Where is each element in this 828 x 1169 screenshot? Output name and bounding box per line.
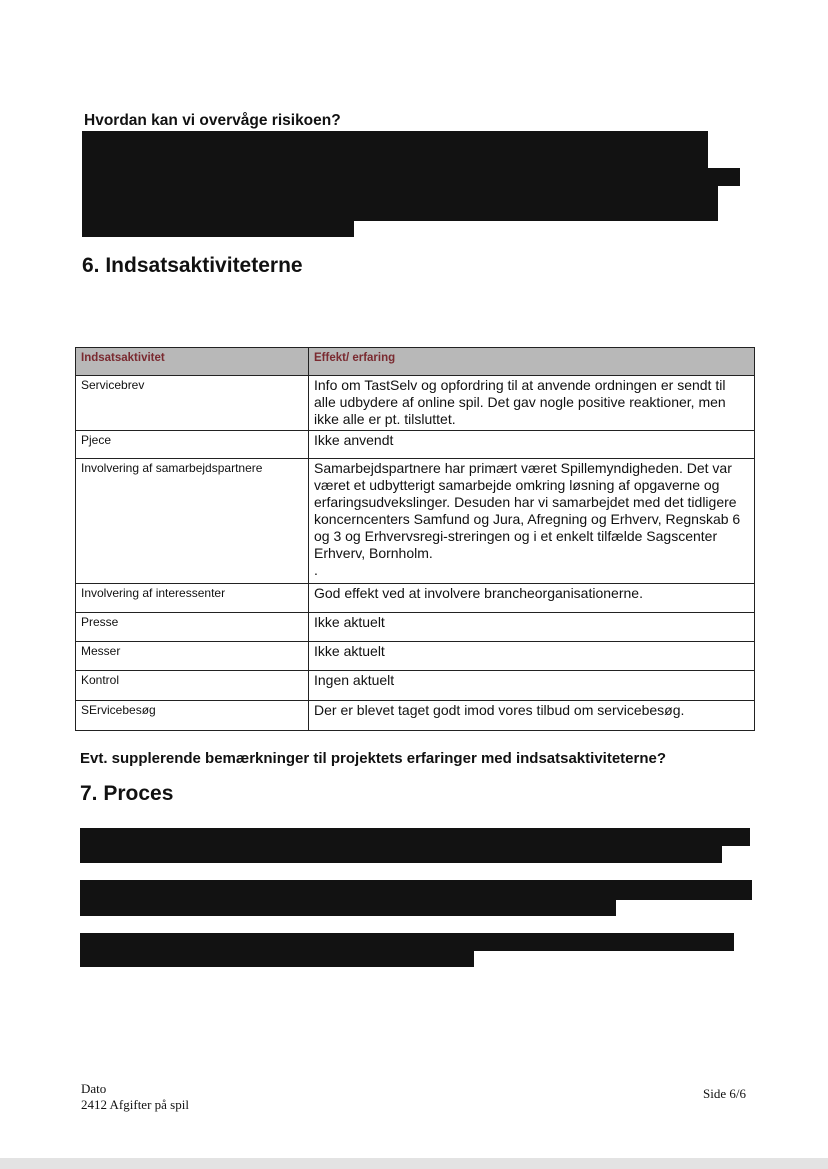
- redaction-block: [82, 185, 718, 221]
- section-6-title: 6. Indsatsaktiviteterne: [82, 254, 303, 277]
- redaction-block: [82, 220, 354, 237]
- effect-cell: Ikke anvendt: [309, 431, 755, 459]
- table-row: [76, 459, 755, 584]
- activities-table: [75, 347, 755, 731]
- activity-cell: Kontrol: [76, 671, 309, 701]
- activity-cell: Presse: [76, 613, 309, 642]
- footer-project-name: 2412 Afgifter på spil: [81, 1097, 189, 1112]
- effect-stray-period: .: [314, 562, 318, 578]
- redaction-block: [82, 131, 708, 169]
- activity-cell: SErvicebesøg: [76, 701, 309, 731]
- redaction-block: [80, 950, 474, 967]
- redaction-block: [80, 933, 734, 951]
- table-row: [76, 642, 755, 671]
- column-header-activity: Indsatsaktivitet: [76, 348, 309, 376]
- footer-date-label: Dato: [81, 1081, 107, 1096]
- effect-cell: God effekt ved at involvere brancheorganisationerne.: [309, 584, 755, 613]
- activity-cell: Involvering af samarbejdspartnere: [76, 459, 309, 584]
- effect-cell: Ikke aktuelt: [309, 613, 755, 642]
- effect-cell: Ikke aktuelt: [309, 642, 755, 671]
- scan-edge: [0, 1158, 828, 1169]
- table-row: [76, 584, 755, 613]
- supplement-heading: Evt. supplerende bemærkninger til projektets erfaringer med indsatsaktiviteterne?: [80, 750, 667, 767]
- activity-cell: Servicebrev: [76, 376, 309, 431]
- footer-left: [81, 1081, 189, 1113]
- redaction-block: [80, 880, 752, 900]
- redaction-block: [80, 899, 616, 916]
- footer-page-number: Side 6/6: [703, 1086, 746, 1101]
- table-row: [76, 376, 755, 431]
- redaction-block: [80, 845, 722, 863]
- activity-cell: Messer: [76, 642, 309, 671]
- activity-cell: Involvering af interessenter: [76, 584, 309, 613]
- table-row: [76, 613, 755, 642]
- section-7-title: 7. Proces: [80, 782, 174, 805]
- redaction-block: [80, 828, 750, 846]
- column-header-effect: Effekt/ erfaring: [309, 348, 755, 376]
- effect-cell: Der er blevet taget godt imod vores tilbud om servicebesøg.: [309, 701, 755, 731]
- table-row: [76, 431, 755, 459]
- table-header-row: [76, 348, 755, 376]
- table-row: [76, 671, 755, 701]
- effect-text: Samarbejdspartnere har primært været Spillemyndigheden. Det var været et udbytterigt samarbejde omkring løsning af opgaverne og erfaringsudvekslinger. Desuden har vi samarbejdet med det tidligere koncerncenters Samfund og Jura, Afregning og Erhverv, Regnskab 6 og 3 og Erhvervsregi-streringen og i et enkelt tilfælde Sagscenter Erhverv, Bornholm.: [314, 460, 741, 561]
- table-row: [76, 701, 755, 731]
- redaction-block: [82, 168, 740, 186]
- effect-cell: Info om TastSelv og opfordring til at anvende ordningen er sendt til alle udbydere af online spil. Det gav nogle positive reaktioner, men ikke alle er pt. tilsluttet.: [309, 376, 755, 431]
- effect-cell: Ingen aktuelt: [309, 671, 755, 701]
- risk-monitoring-heading: Hvordan kan vi overvåge risikoen?: [84, 112, 341, 129]
- activity-cell: Pjece: [76, 431, 309, 459]
- effect-cell: [309, 459, 755, 584]
